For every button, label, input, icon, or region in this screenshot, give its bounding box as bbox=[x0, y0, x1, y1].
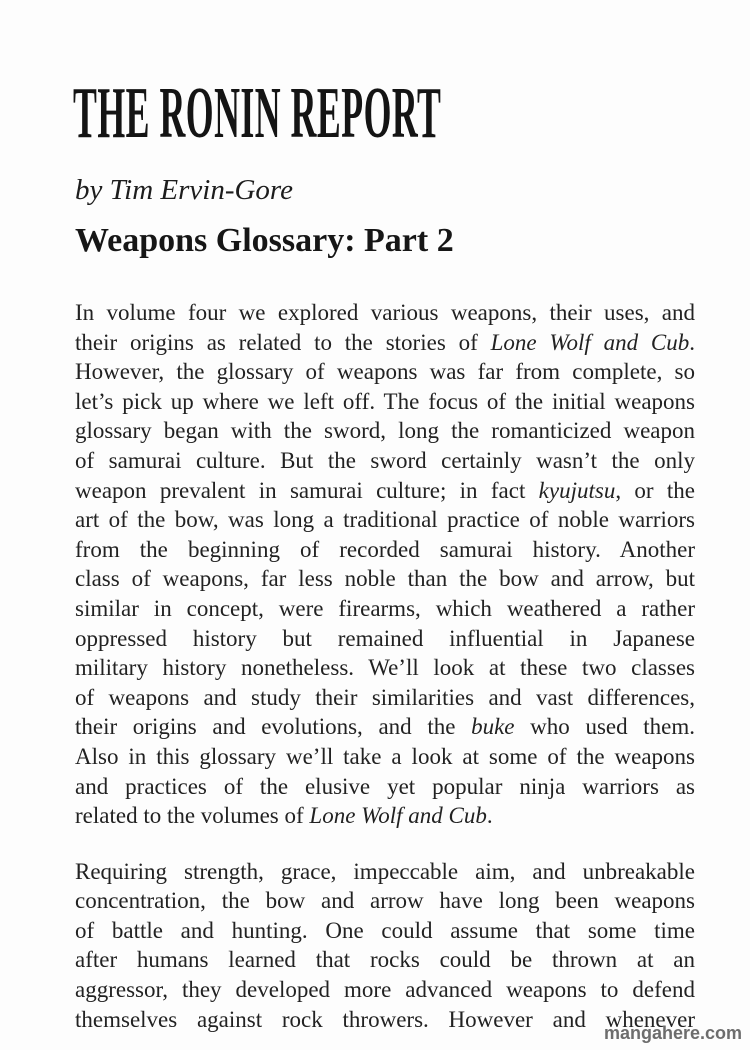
section-heading: Weapons Glossary: Part 2 bbox=[75, 222, 454, 259]
text-line: glossary began with the sword, long the romanticized weapon bbox=[75, 418, 695, 444]
text-line: themselves against rock throwers. However and whenever bbox=[75, 1006, 695, 1032]
text-line: weapon prevalent in samurai culture; in fact kyujutsu, or the bbox=[75, 477, 695, 503]
text-line: In volume four we explored various weapons, their uses, and bbox=[75, 300, 695, 325]
text-line: art of the bow, was long a traditional practice of noble warriors bbox=[75, 507, 695, 533]
paragraph-intro bbox=[75, 298, 695, 831]
paragraph-bow-and-arrow bbox=[75, 857, 695, 1035]
text-line: similar in concept, were firearms, which weathered a rather bbox=[75, 595, 695, 621]
text-line: of battle and hunting. One could assume that some time bbox=[75, 917, 695, 943]
text-line: oppressed history but remained influential in Japanese bbox=[75, 625, 695, 651]
text-line: concentration, the bow and arrow have long been weapons bbox=[75, 888, 695, 914]
text-line: Requiring strength, grace, impeccable aim, and unbreakable bbox=[75, 858, 695, 884]
watermark: mangahere.com bbox=[603, 1023, 742, 1043]
article-body bbox=[75, 298, 695, 1034]
text-line: of weapons and study their similarities and vast differences, bbox=[75, 684, 695, 710]
byline: by Tim Ervin-Gore bbox=[75, 174, 294, 206]
text-line: after humans learned that rocks could be thrown at an bbox=[75, 947, 695, 973]
text-line: class of weapons, far less noble than the bow and arrow, but bbox=[75, 566, 695, 592]
text-line: let’s pick up where we left off. The focus of the initial weapons bbox=[75, 388, 695, 414]
text-line: their origins and evolutions, and the buke who used them. bbox=[75, 714, 695, 740]
text-line: However, the glossary of weapons was far from complete, so bbox=[75, 359, 695, 385]
page-title: THE RONIN REPORT bbox=[73, 72, 442, 153]
text-line: military history nonetheless. We’ll look at these two classes bbox=[75, 655, 695, 681]
text-line: from the beginning of recorded samurai history. Another bbox=[75, 536, 695, 562]
text-line: their origins as related to the stories of Lone Wolf and Cub. bbox=[75, 329, 695, 355]
text-line: related to the volumes of Lone Wolf and Cub. bbox=[75, 803, 493, 829]
text-line: and practices of the elusive yet popular ninja warriors as bbox=[75, 773, 695, 799]
text-line: aggressor, they developed more advanced weapons to defend bbox=[75, 977, 695, 1003]
text-line: Also in this glossary we’ll take a look at some of the weapons bbox=[75, 743, 695, 769]
text-line: of samurai culture. But the sword certainly wasn’t the only bbox=[75, 447, 695, 473]
